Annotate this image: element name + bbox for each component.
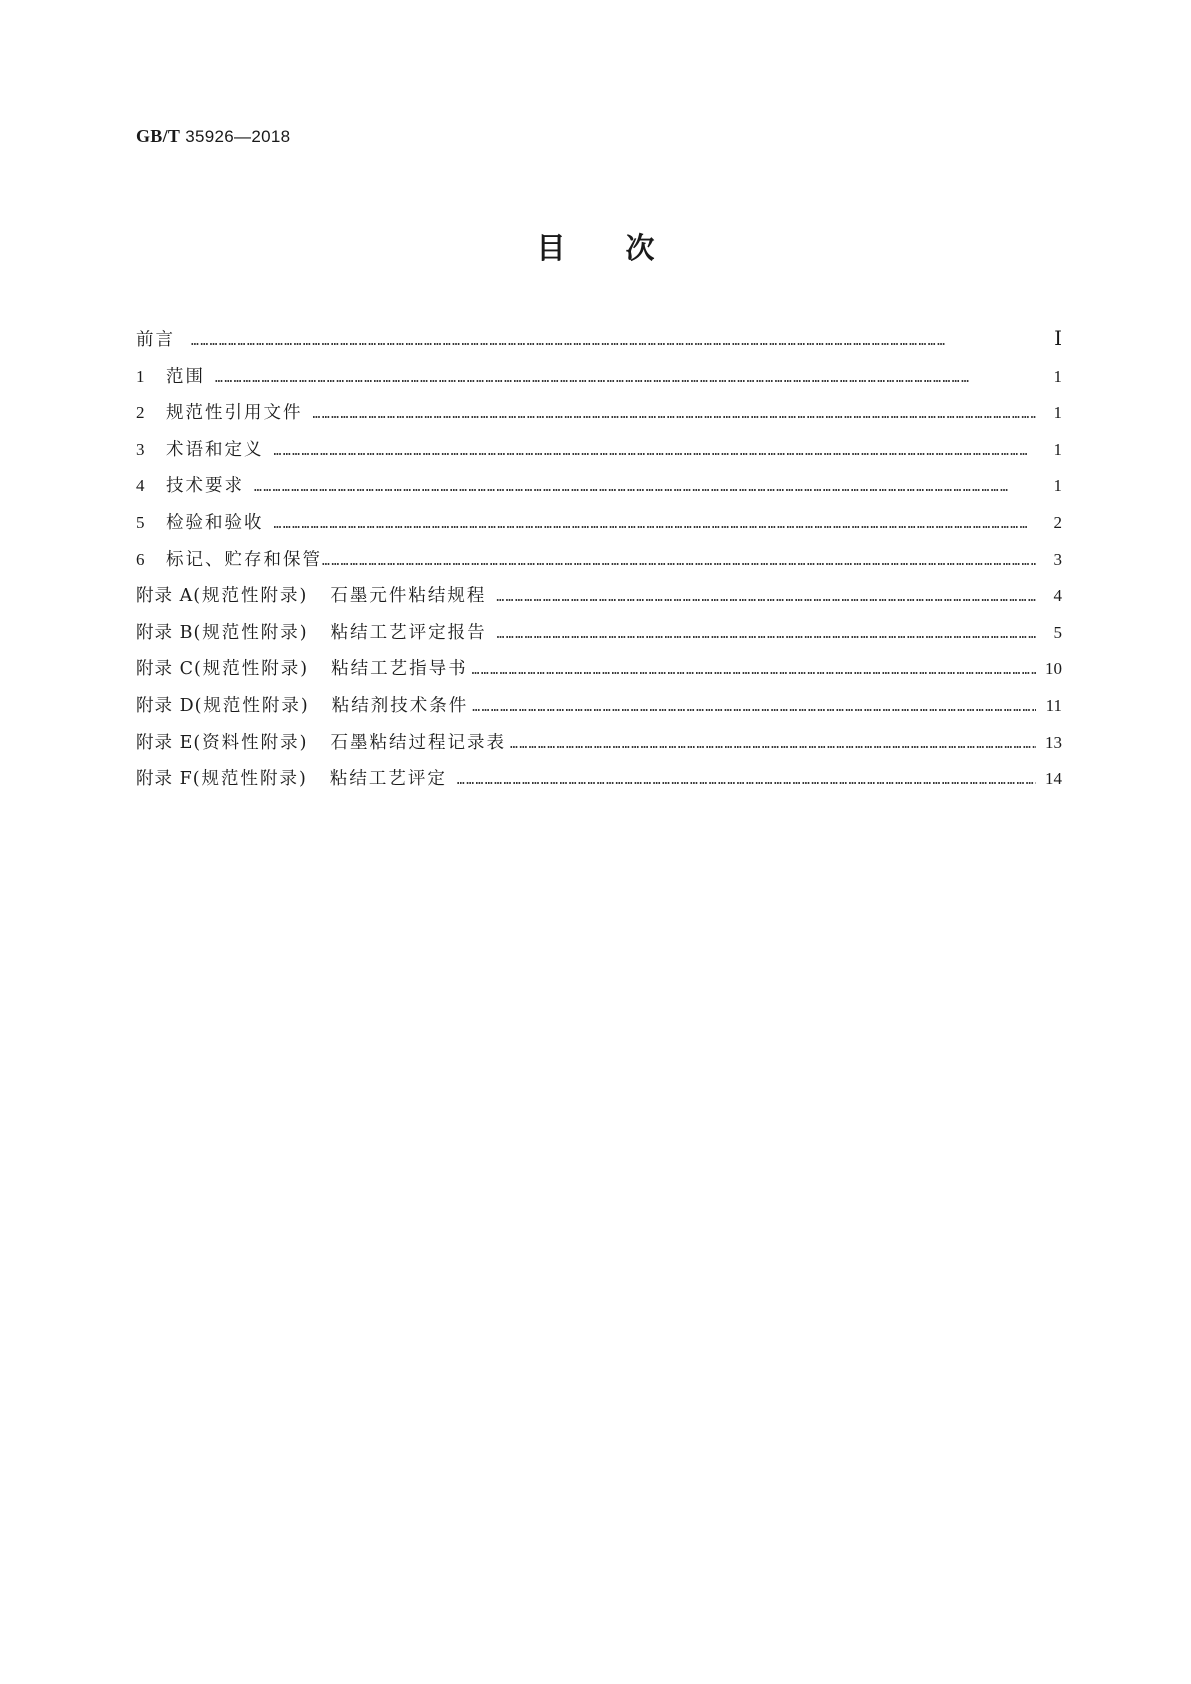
appendix-title: 粘结工艺评定报告 [330, 622, 487, 643]
toc-entry-appendix-f[interactable] [136, 765, 1062, 802]
appendix-id: 附录 E [136, 732, 194, 753]
toc-entry-label: 标记、贮存和保管 [166, 549, 322, 570]
toc-entry-number: 2 [136, 403, 145, 423]
toc-entry-page: 2 [1053, 512, 1062, 532]
toc-entry-label: 规范性引用文件 [166, 403, 303, 424]
toc-entry-label: 范围 [166, 366, 205, 387]
appendix-id: 附录 A [136, 586, 194, 607]
toc-entry-page: 13 [1045, 732, 1062, 752]
toc-leader-dots [215, 371, 1036, 386]
toc-leader-dots [497, 627, 1036, 642]
toc-entry-page: 11 [1045, 695, 1062, 715]
standard-number [136, 126, 290, 147]
toc-entry-number: 4 [136, 476, 145, 496]
toc-entry-appendix-b[interactable] [136, 619, 1062, 656]
toc-entry-page: 1 [1053, 439, 1062, 459]
page-title [0, 226, 1191, 267]
toc-entry-appendix-d[interactable] [136, 692, 1062, 729]
toc-entry-page: 1 [1053, 476, 1062, 496]
toc-entry-page: 14 [1045, 769, 1062, 789]
toc-entry-page: 10 [1045, 659, 1062, 679]
toc-entry-label: 前言 [136, 330, 175, 350]
standard-prefix: GB/T [136, 126, 181, 146]
toc-entry-number: 5 [136, 512, 145, 532]
toc-entry-number: 6 [136, 549, 145, 569]
toc-entry-appendix-e[interactable] [136, 729, 1062, 766]
appendix-id: 附录 F [136, 769, 193, 790]
appendix-title: 石墨元件粘结规程 [330, 586, 487, 607]
toc-leader-dots [274, 517, 1037, 532]
appendix-id: 附录 C [136, 659, 194, 680]
toc-entry-label: 检验和验收 [166, 512, 264, 533]
title-char-1: 目 [536, 231, 566, 265]
toc-entry-page: Ⅰ [1054, 326, 1062, 350]
toc-entry-number: 3 [136, 439, 145, 459]
toc-leader-dots [274, 444, 1037, 459]
appendix-type: (规范性附录) [194, 695, 310, 716]
toc-leader-dots [313, 407, 1037, 422]
toc-entry-label: 技术要求 [166, 476, 244, 497]
toc-leader-dots [191, 334, 1036, 349]
toc-entry-page: 1 [1053, 403, 1062, 423]
toc-leader-dots [496, 590, 1036, 605]
title-char-2: 次 [625, 231, 655, 265]
toc-entry-2[interactable] [136, 399, 1062, 436]
appendix-id: 附录 B [136, 622, 194, 643]
appendix-title: 石墨粘结过程记录表 [330, 732, 506, 753]
appendix-title: 粘结工艺指导书 [331, 659, 468, 680]
toc-entry-page: 4 [1053, 586, 1062, 606]
toc-leader-dots [472, 700, 1036, 715]
standard-code: 35926—2018 [185, 127, 291, 146]
toc-entry-foreword[interactable] [136, 326, 1062, 363]
appendix-type: (规范性附录) [193, 659, 310, 680]
appendix-id: 附录 D [136, 695, 195, 716]
toc-leader-dots [322, 554, 1036, 569]
toc-entry-4[interactable] [136, 472, 1062, 509]
toc-leader-dots [510, 737, 1036, 752]
toc-entry-6[interactable] [136, 546, 1062, 583]
toc-entry-appendix-c[interactable] [136, 655, 1062, 692]
appendix-type: (规范性附录) [193, 622, 309, 643]
appendix-type: (规范性附录) [192, 769, 308, 790]
appendix-type: (资料性附录) [193, 732, 309, 753]
toc-entry-appendix-a[interactable] [136, 582, 1062, 619]
toc-leader-dots [254, 480, 1036, 495]
toc-entry-page: 3 [1053, 549, 1062, 569]
toc-entry-5[interactable] [136, 509, 1062, 546]
appendix-title: 粘结工艺评定 [329, 769, 447, 790]
table-of-contents [136, 326, 1062, 802]
toc-leader-dots [472, 663, 1036, 678]
toc-entry-label: 术语和定义 [166, 439, 264, 460]
toc-entry-page: 5 [1053, 622, 1062, 642]
toc-leader-dots [457, 773, 1036, 788]
toc-entry-1[interactable] [136, 363, 1062, 400]
toc-entry-number: 1 [136, 366, 145, 386]
appendix-type: (规范性附录) [193, 586, 309, 607]
appendix-title: 粘结剂技术条件 [331, 695, 469, 716]
toc-entry-page: 1 [1053, 366, 1062, 386]
toc-entry-3[interactable] [136, 436, 1062, 473]
